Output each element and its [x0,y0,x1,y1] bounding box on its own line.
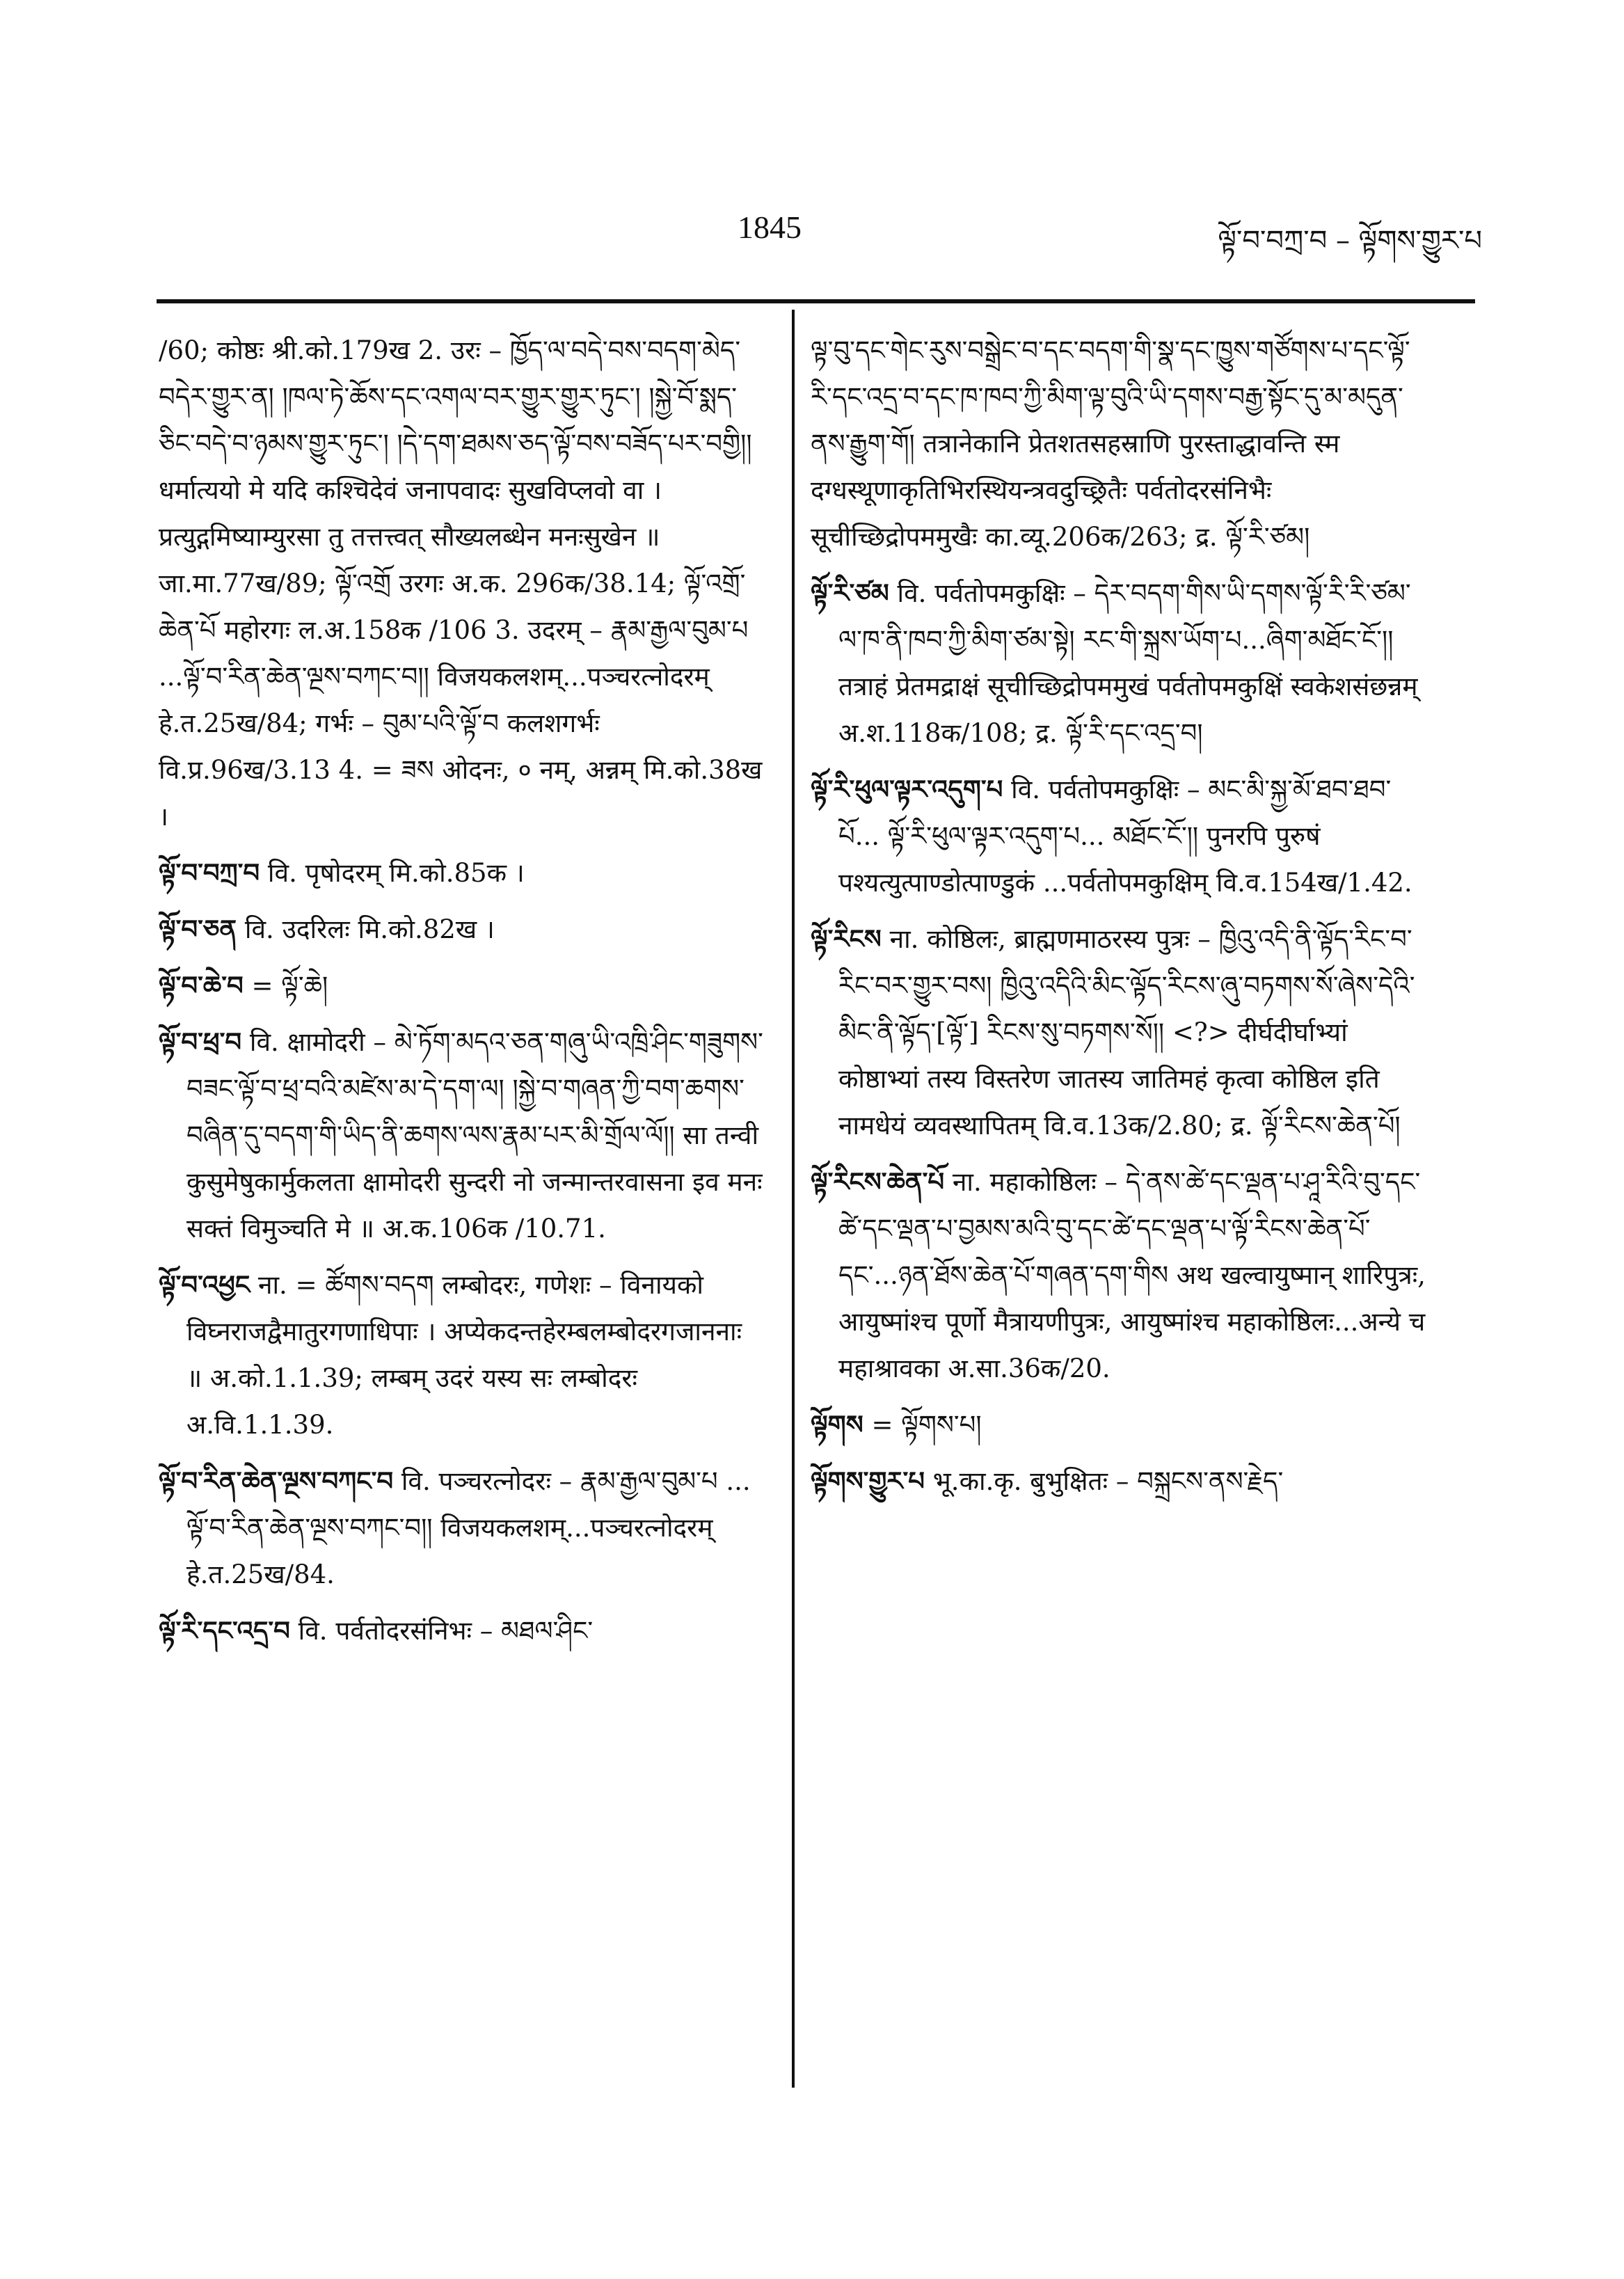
dictionary-entry [811,570,1430,756]
entry-headword: ལྟོ་བ་ཕྲ་བ [159,1026,242,1057]
entry-text: = ལྟོགས་པ། [871,1410,982,1440]
dictionary-entry [159,962,764,1009]
dictionary-entry [811,916,1430,1149]
entry-headword: ལྟོ་བ་ཅན [159,914,237,944]
entry-headword: ལྟོ་རིངས [811,923,882,954]
running-head: ལྟོ་བ་བཀྲ་བ – ལྟོགས་གྱུར་པ [1218,225,1482,257]
entry-headword: ལྟོགས་གྱུར་པ [811,1466,925,1496]
right-column [811,327,1430,1514]
page-number: 1845 [738,209,802,245]
dictionary-entry [811,1401,1430,1448]
entry-text: वि. पर्वतोदरसंनिभः – མཐལ་ཤིང་ [298,1616,594,1646]
entry-text: = ལྟོ་ཆེ། [251,971,328,1001]
dictionary-entry [159,850,764,896]
dictionary-entry [159,906,764,953]
dictionary-entry [159,1458,764,1598]
entry-headword: ལྟོ་བ་རིན་ཆེན་ལྔས་བཀང་བ [159,1466,394,1496]
entry-text: वि. पर्वतोपमकुक्षिः – མང་མི་སྐྱ་མོ་ཐབ་ཐབ་པོ... ལྟོ་རི་ཕུལ་ལྟར་འདུག་པ... མཐོང་ངོ་།། पुनरपि पुरुषं पश्यत्युत्पाण्डोत्पाण्डुकं ...पर्वतोपमकुक्षिम् वि.व.154ख/1.42. [838,775,1412,898]
entry-text: वि. उदरिलः मि.को.82ख । [244,914,495,944]
entry-headword: ལྟོ་བ་འཕྱང [159,1269,250,1300]
entry-headword: ལྟོ་བ་བཀྲ་བ [159,857,260,888]
dictionary-entry [811,1458,1430,1504]
top-rule [157,299,1475,303]
column-divider [792,310,795,2088]
entry-text: वि. पर्वतोपमकुक्षिः – དེར་བདག་གིས་ཡི་དགས་ལྟོ་རི་རི་ཙམ་ལ་ཁ་ནི་ཁབ་ཀྱི་མིག་ཙམ་སྟེ། རང་གི་སྐྲས་ཡོག་པ...ཞིག་མཐོང་ངོ་།། तत्राहं प्रेतमद्राक्षं सूचीच्छिद्रोपममुखं पर्वतोपमकुक्षिं स्वकेशसंछन्नम् अ.श.118क/108; द्र. ལྟོ་རི་དང་འདྲ་བ། [838,578,1418,748]
entry-headword: ལྟོ་བ་ཆེ་བ [159,970,244,1001]
entry-headword: ལྟོ་རི་དང་འདྲ་བ [159,1615,290,1646]
entry-text: वि. क्षामोदरी – མེ་ཏོག་མདའ་ཅན་གཞུ་ཡི་འཁྲི་ཤིང་གཟུགས་བཟང་ལྟོ་བ་ཕྲ་བའི་མཛེས་མ་དེ་དག་ལ། །སྐྱེ་བ་གཞན་ཀྱི་བག་ཆགས་བཞིན་དུ་བདག་གི་ཡིད་ནི་ཆགས་ལས་རྣམ་པར་མི་གྲོལ་ལོ།། सा तन्वी कुसुमेषुकार्मुकलता क्षामोदरी सुन्दरी नो जन्मान्तरवासना इव मनः सक्तं विमुञ्चति मे ॥ अ.क.106क /10.71. [186,1027,763,1244]
entry-text: ना. महाकोष्ठिलः – དེ་ནས་ཚེ་དང་ལྡན་པ་ཤཱ་རིའི་བུ་དང་ཚེ་དང་ལྡན་པ་བྱམས་མའི་བུ་དང་ཚེ་དང་ལྡན་པ་ལྟོ་རིངས་ཆེན་པོ་དང་...ཉན་ཐོས་ཆེན་པོ་གཞན་དག་གིས अथ खल्वायुष्मान् शारिपुत्रः, आयुष्मांश्च पूर्णो मैत्रायणीपुत्रः, आयुष्मांश्च महाकोष्ठिलः...अन्ये च महाश्रावका अ.सा.36क/20. [838,1167,1426,1383]
dictionary-entry [159,327,764,840]
entry-headword: ལྟོགས [811,1409,863,1440]
left-column [159,327,764,1664]
entry-text: ना. = ཚོགས་བདག लम्बोदरः, गणेशः – विनायको विघ्नराजद्वैमातुरगणाधिपाः । अप्येकदन्तहेरम्बलम्बोदरगजाननाः ॥ अ.को.1.1.39; लम्बम् उदरं यस्य सः लम्बोदरः अ.वि.1.1.39. [186,1270,742,1440]
entry-text: वि. पृषोदरम् मि.को.85क । [267,858,525,888]
entry-text: भू.का.कृ. बुभुक्षितः – བསྐྲངས་ནས་རྗེད་ [932,1466,1284,1496]
dictionary-entry [811,327,1430,560]
dictionary-entry [811,766,1430,906]
entry-text: वि. पञ्चरत्नोदरः – རྣམ་རྒྱལ་བུམ་པ ... ལྟོ་བ་རིན་ཆེན་ལྔས་བཀང་བ།། विजयकलशम्...पञ्चरत्नोदरम् हे.त.25ख/84. [186,1466,751,1589]
entry-headword: ལྟོ་རི་ཕུལ་ལྟར་འདུག་པ [811,774,1003,804]
entry-headword: ལྟོ་རི་ཙམ [811,578,889,608]
dictionary-entry [159,1019,764,1252]
dictionary-entry [811,1159,1430,1392]
entry-headword: ལྟོ་རིངས་ཆེན་པོ [811,1166,945,1197]
entry-text: ལྟ་བུ་དང་གེང་རུས་བསྒྲེང་བ་དང་བདག་གི་སྣ་དང་ཁྱུས་གཙོགས་པ་དང་ལྟོ་རི་དང་འདྲ་བ་དང་ཁ་ཁབ་ཀྱི་མིག་ལྟ་བུའི་ཡི་དགས་བརྒྱ་སྟོང་དུ་མ་མདུན་ནས་རྒྱུག་གོ། तत्रानेकानि प्रेतशतसहस्राणि पुरस्ताद्धावन्ति स्म दग्धस्थूणाकृतिभिरस्थियन्त्रवदुच्छ्रितैः पर्वतोदरसंनिभैः सूचीच्छिद्रोपममुखैः का.व्यू.206क/263; द्र. ལྟོ་རི་ཙམ། [811,335,1410,552]
entry-text: /60; कोष्ठः श्री.को.179ख 2. उरः – ཁྱོད་ལ་བདེ་བས་བདག་མེད་བདེར་གྱུར་ན། །ཁལ་ཏེ་ཆོས་དང་འགལ་བར་གྱུར་གྱུར་ཏུང་། །སྐྱེ་བོ་སྨད་ཅིང་བདེ་བ་ཉམས་གྱུར་ཏུང་། །དེ་དག་ཐམས་ཅད་ལྟོ་བས་བཟོད་པར་བགྱི།། धर्मात्ययो मे यदि कश्चिदेवं जनापवादः सुखविप्लवो वा । प्रत्युद्गमिष्याम्युरसा तु तत्तत्त्वत् सौख्यलब्धेन मनःसुखेन ॥ जा.मा.77ख/89; ལྟོ་འགྲོ उरगः अ.क. 296क/38.14; ལྟོ་འགྲོ་ཆེན་པོ महोरगः ल.अ.158क /106 3. उदरम् – རྣམ་རྒྱལ་བུམ་པ ...ལྟོ་བ་རིན་ཆེན་ལྔས་བཀང་བ།། विजयकलशम्...पञ्चरत्नोदरम् हे.त.25ख/84; गर्भः – བུམ་པའི་ལྟོ་བ कलशगर्भः वि.प्र.96ख/3.13 4. = ཟས ओदनः, ० नम्, अन्नम् मि.को.38ख । [159,335,763,832]
dictionary-entry [159,1262,764,1448]
entry-text: ना. कोष्ठिलः, ब्राह्मणमाठरस्य पुत्रः – ཁྱིའུ་འདི་ནི་ལྟོད་རིང་བ་རིང་བར་གྱུར་བས། ཁྱིའུ་འདིའི་མིང་ལྟོད་རིངས་ཞུ་བཏགས་སོ་ཞེས་དེའི་མིང་ནི་ལྟོད་[ལྟོ་] རིངས་སུ་བཏགས་སོ།། <?> दीर्घदीर्घाभ्यां कोष्ठाभ्यां तस्य विस्तरेण जातस्य जातिमहं कृत्वा कोष्ठिल इति नामधेयं व्यवस्थापितम् वि.व.13क/2.80; द्र. ལྟོ་རིངས་ཆེན་པོ། [838,924,1415,1141]
dictionary-entry [159,1607,764,1654]
